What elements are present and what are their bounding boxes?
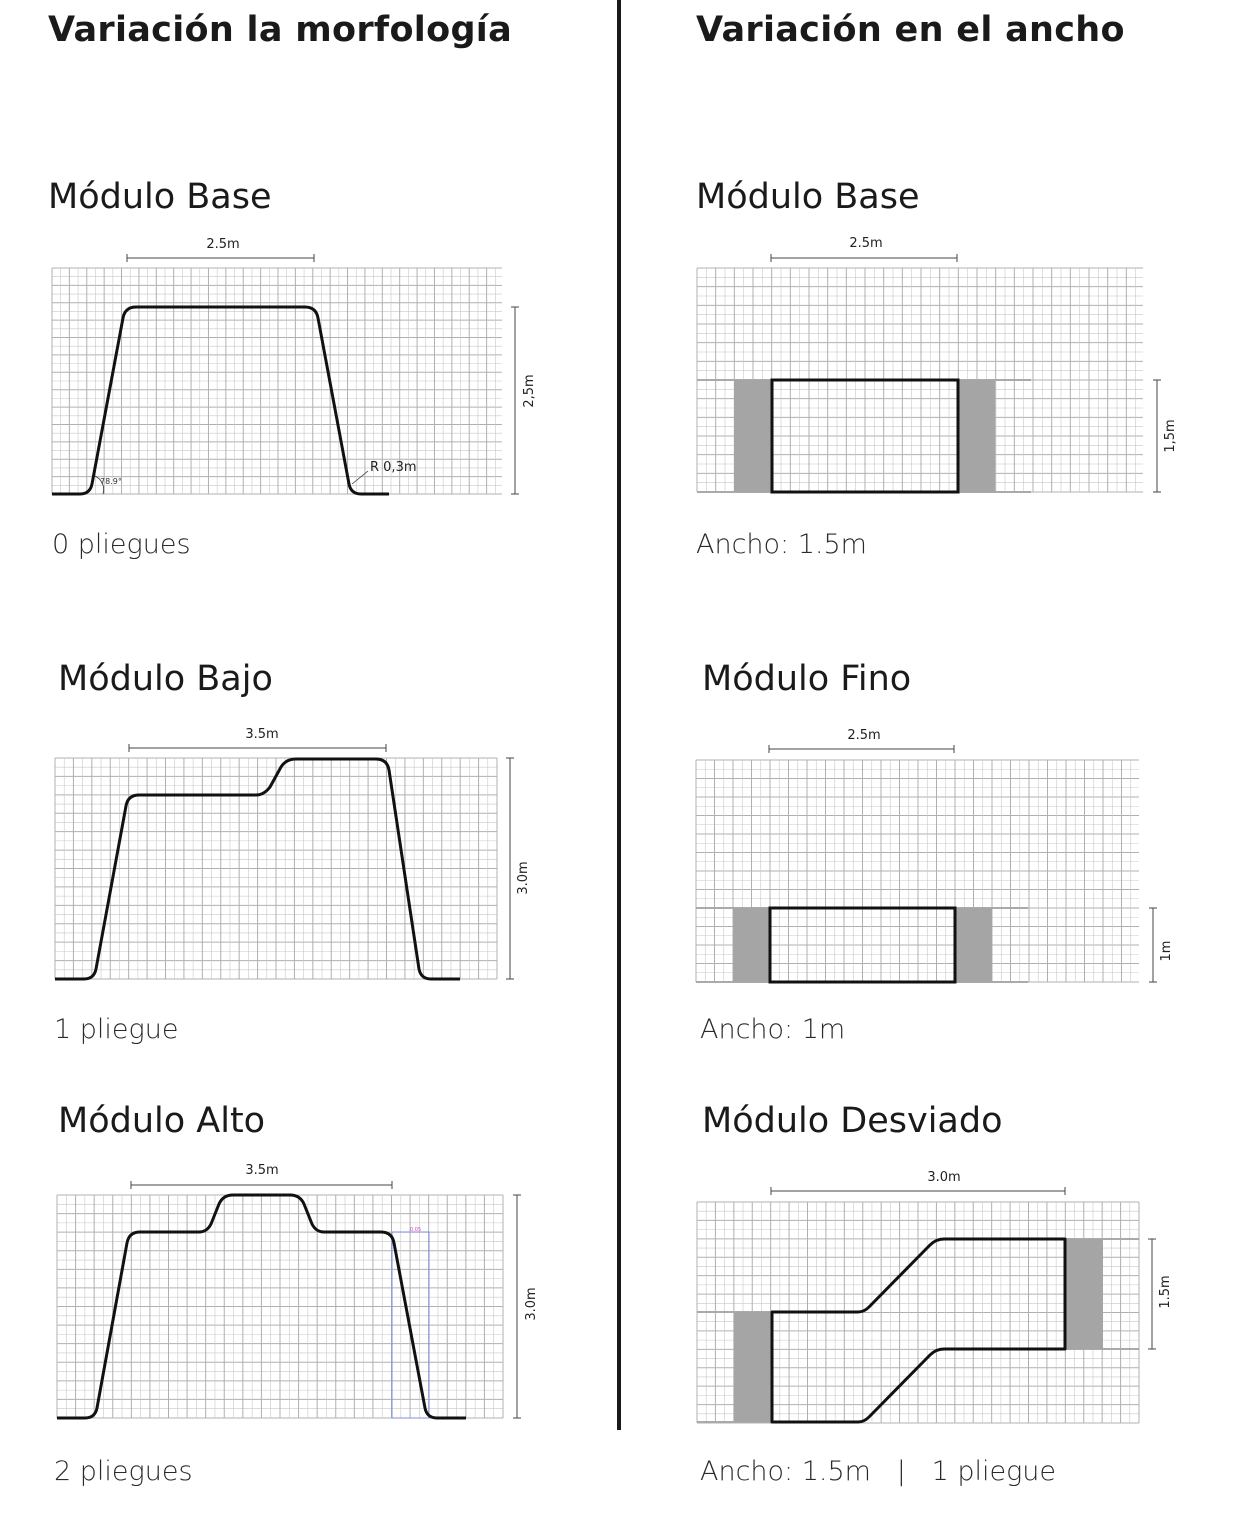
base-morph-title: Módulo Base — [48, 177, 272, 217]
desviado-gray-right — [1066, 1239, 1103, 1349]
base-morph-angle: 78.9° — [100, 477, 122, 486]
base-morph-radius: R 0,3m — [370, 460, 417, 475]
base-width-dim-top: 2.5m — [849, 236, 883, 251]
bajo-dim-top: 3.5m — [245, 727, 279, 742]
desviado-title: Módulo Desviado — [702, 1101, 1003, 1141]
bajo-caption: 1 pliegue — [54, 1014, 179, 1045]
base-width-dim-side: 1,5m — [1163, 419, 1178, 453]
bajo-title: Módulo Bajo — [58, 659, 273, 699]
desviado-gray-left — [734, 1312, 771, 1422]
desviado-dim-side: 1.5m — [1158, 1275, 1173, 1309]
base-width-caption: Ancho: 1.5m — [696, 529, 867, 560]
base-morph-dim-side: 2,5m — [522, 374, 537, 408]
fino-caption: Ancho: 1m — [700, 1014, 846, 1045]
base-morph-dim-top: 2.5m — [206, 237, 240, 252]
alto-tiny-label: 0.05 — [410, 1227, 422, 1233]
fino-title: Módulo Fino — [702, 659, 912, 699]
left-column-title: Variación la morfología — [48, 10, 513, 50]
alto-dim-top: 3.5m — [245, 1163, 279, 1178]
bajo-dim-side: 3.0m — [516, 861, 531, 895]
fino-dim-top: 2.5m — [847, 728, 881, 743]
base-width-title: Módulo Base — [696, 177, 920, 217]
alto-title: Módulo Alto — [58, 1101, 266, 1141]
desviado-dim-top: 3.0m — [927, 1170, 961, 1185]
alto-dim-side: 3.0m — [524, 1287, 539, 1321]
fino-dim-side: 1m — [1159, 940, 1174, 962]
desviado-caption: Ancho: 1.5m | 1 pliegue — [700, 1456, 1057, 1487]
right-column-title: Variación en el ancho — [696, 10, 1125, 50]
alto-caption: 2 pliegues — [54, 1456, 193, 1487]
base-morph-caption: 0 pliegues — [52, 529, 191, 560]
